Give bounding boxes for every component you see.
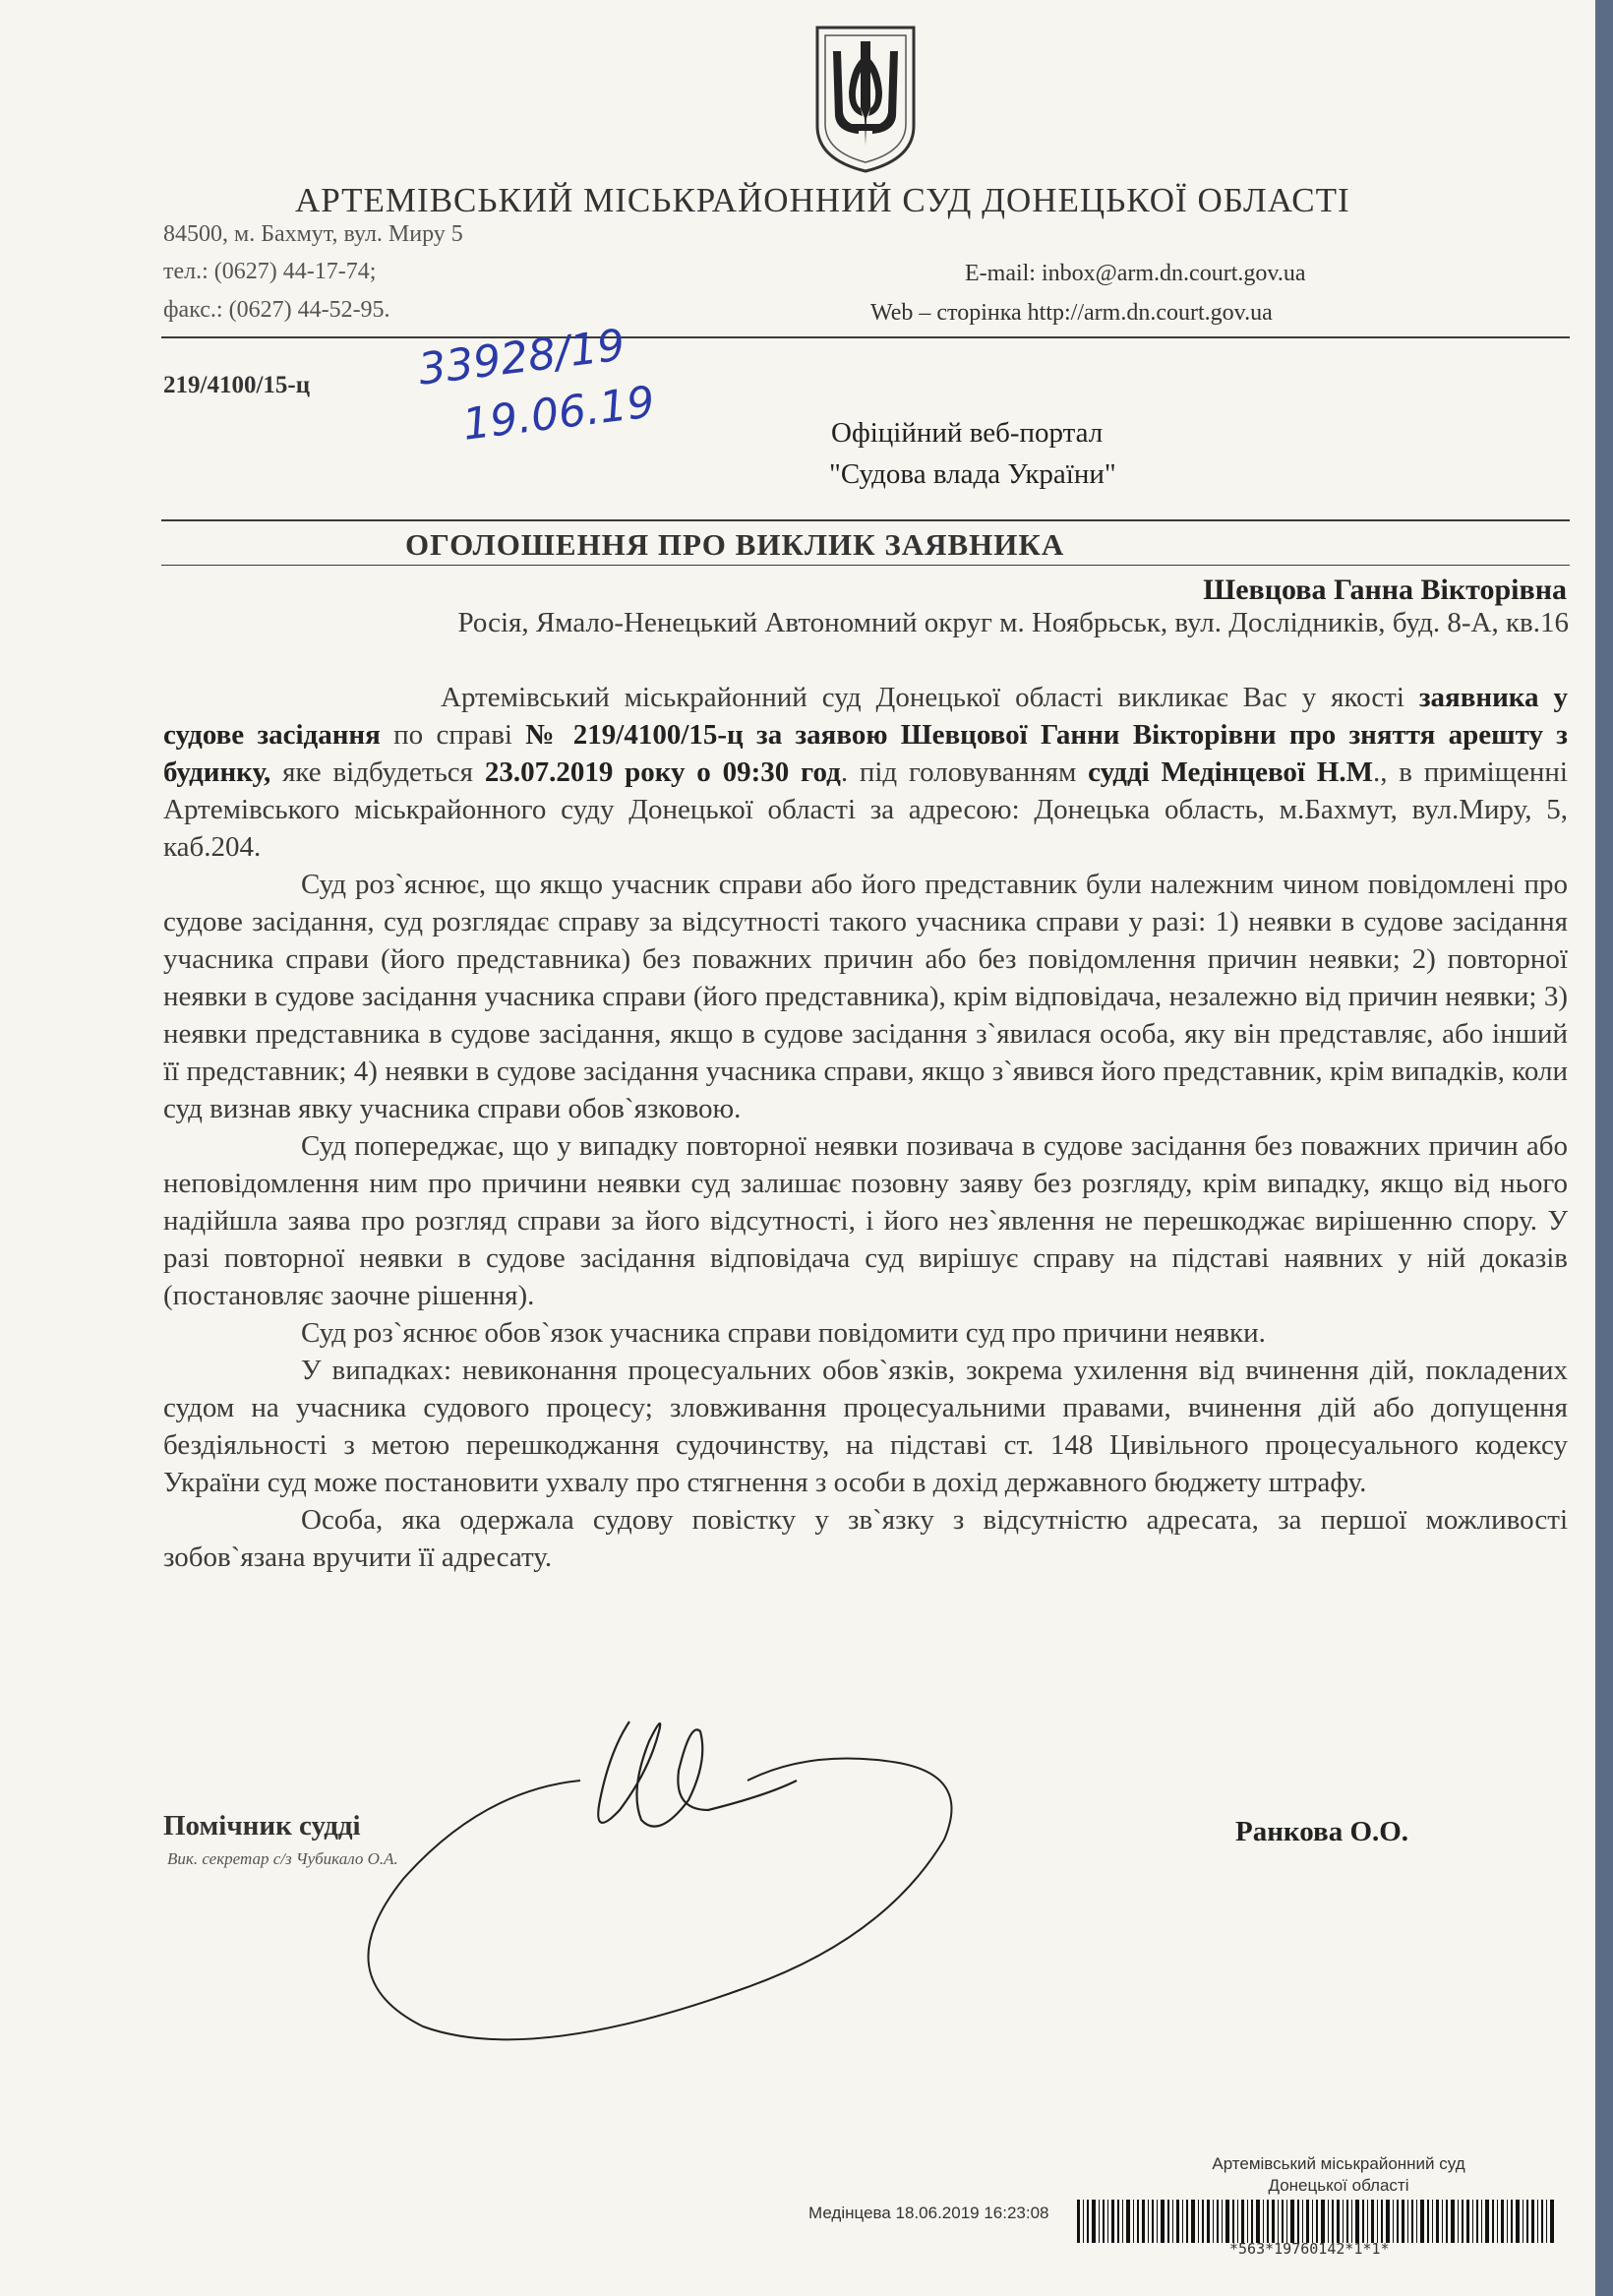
recipient-address: Росія, Ямало-Ненецький Автономний округ м. Ноябрьськ, вул. Дослідників, буд. 8-А, кв.16 xyxy=(457,607,1569,638)
registration-timestamp: Медінцева 18.06.2019 16:23:08 xyxy=(808,2204,1049,2222)
body-paragraph-delivery: Особа, яка одержала судову повістку у зв`язку з відсутністю адресата, за першої можливості зобов`язана вручити її адресату. xyxy=(163,1504,1568,1573)
body-paragraph-penalty: У випадках: невиконання процесуальних обов`язків, зокрема ухилення від вчинення дій, покладених судом на учасника судового процесу; зловживання процесуальними правами, вчинення дій або допущення бездіяльності з метою перешкоджання судочинству, на підставі ст. 148 Цивільного процесуального кодексу України суд може постановити ухвалу про стягнення з особи в дохід державного бюджету штрафу. xyxy=(163,1355,1568,1498)
addressee-line-2: "Судова влада України" xyxy=(829,458,1116,490)
notice-title: ОГОЛОШЕННЯ ПРО ВИКЛИК ЗАЯВНИКА xyxy=(405,527,1065,562)
scan-edge xyxy=(1595,0,1613,2296)
title-divider-bottom xyxy=(161,565,1570,566)
handwritten-registration-number: 33928/19 xyxy=(415,320,628,395)
handwritten-signature xyxy=(334,1692,984,2066)
body-paragraph-duty: Суд роз`яснює обов`язок учасника справи повідомити суд про причини неявки. xyxy=(301,1317,1266,1349)
title-divider-top xyxy=(161,519,1570,521)
barcode-icon xyxy=(1077,2200,1559,2243)
body-paragraph-warning: Суд попереджає, що у випадку повторної неявки позивача в судове засідання без поважних причин або неповідомлення ним про причини неявки суд залишає позовну заяву без розгляду, крім випадку, якщо від нього надійшла заява про розгляд справи за його відсутності, і його нез`явлення не перешкоджає вирішенню спору. У разі повторної неявки в судове засідання відповідача суд вирішує справу на підставі наявних у ній доказів (постановляє заочне рішення). xyxy=(163,1130,1568,1311)
recipient-name: Шевцова Ганна Вікторівна xyxy=(1203,574,1567,606)
court-name-heading: АРТЕМІВСЬКИЙ МІСЬКРАЙОННИЙ СУД ДОНЕЦЬКОЇ ОБЛАСТІ xyxy=(295,181,1350,219)
signatory-name: Ранкова О.О. xyxy=(1235,1816,1409,1847)
case-number: 219/4100/15-ц xyxy=(163,372,311,398)
registration-stamp-court xyxy=(1141,2153,1536,2197)
handwritten-registration-date: 19.06.19 xyxy=(459,377,658,451)
signatory-role: Помічник судді xyxy=(163,1810,361,1842)
stamp-court-line-1: Артемівський міськрайонний суд xyxy=(1212,2154,1465,2173)
body-paragraph-summons: Артемівський міськрайонний суд Донецької області викликає Вас у якості заявника у судове засідання по справі № 219/4100/15-ц за заявою Шевцової Ганни Вікторівни про зняття арешту з будинку, яке відбудеться 23.07.2019 року о 09:30 год. під головуванням судді Медінцевої Н.М., в приміщенні Артемівського міськрайонного суду Донецької області за адресою: Донецька область, м.Бахмут, вул.Миру, 5, каб.204. xyxy=(163,682,1568,863)
header-divider xyxy=(161,336,1570,338)
court-address: 84500, м. Бахмут, вул. Миру 5 xyxy=(163,221,463,247)
court-fax: факс.: (0627) 44-52-95. xyxy=(163,297,390,323)
addressee-line-1: Офіційний веб-портал xyxy=(831,417,1104,449)
tryzub-coat-of-arms-icon xyxy=(811,22,920,175)
body-paragraph-absence-rules: Суд роз`яснює, що якщо учасник справи або його представник були належним чином повідомлені про судове засідання, суд розглядає справу за відсутності такого учасника справи у разі: 1) неявки в судове засідання учасника справи (його представника) без поважних причин або без повідомлення причин неявки; 2) повторної неявки в судове засідання учасника справи (його представника), крім відповідача, незалежно від причин неявки; 3) неявки представника в судове засідання, якщо в судове засідання з`явилася особа, яку він представляє, або інший її представник; 4) неявки в судове засідання учасника справи, якщо з`явився його представник, крім випадків, коли суд визнав явку учасника справи обов`язковою. xyxy=(163,869,1568,1124)
notice-body xyxy=(163,679,1568,1576)
court-email: E-mail: inbox@arm.dn.court.gov.ua xyxy=(965,261,1306,286)
court-phone: тел.: (0627) 44-17-74; xyxy=(163,259,377,284)
executor-note: Вик. секретар с/з Чубикало О.А. xyxy=(167,1849,398,1868)
barcode-number: *563*19760142*1*1* xyxy=(1229,2240,1390,2258)
stamp-court-line-2: Донецької області xyxy=(1268,2176,1409,2195)
court-website: Web – сторінка http://arm.dn.court.gov.ua xyxy=(870,300,1273,326)
